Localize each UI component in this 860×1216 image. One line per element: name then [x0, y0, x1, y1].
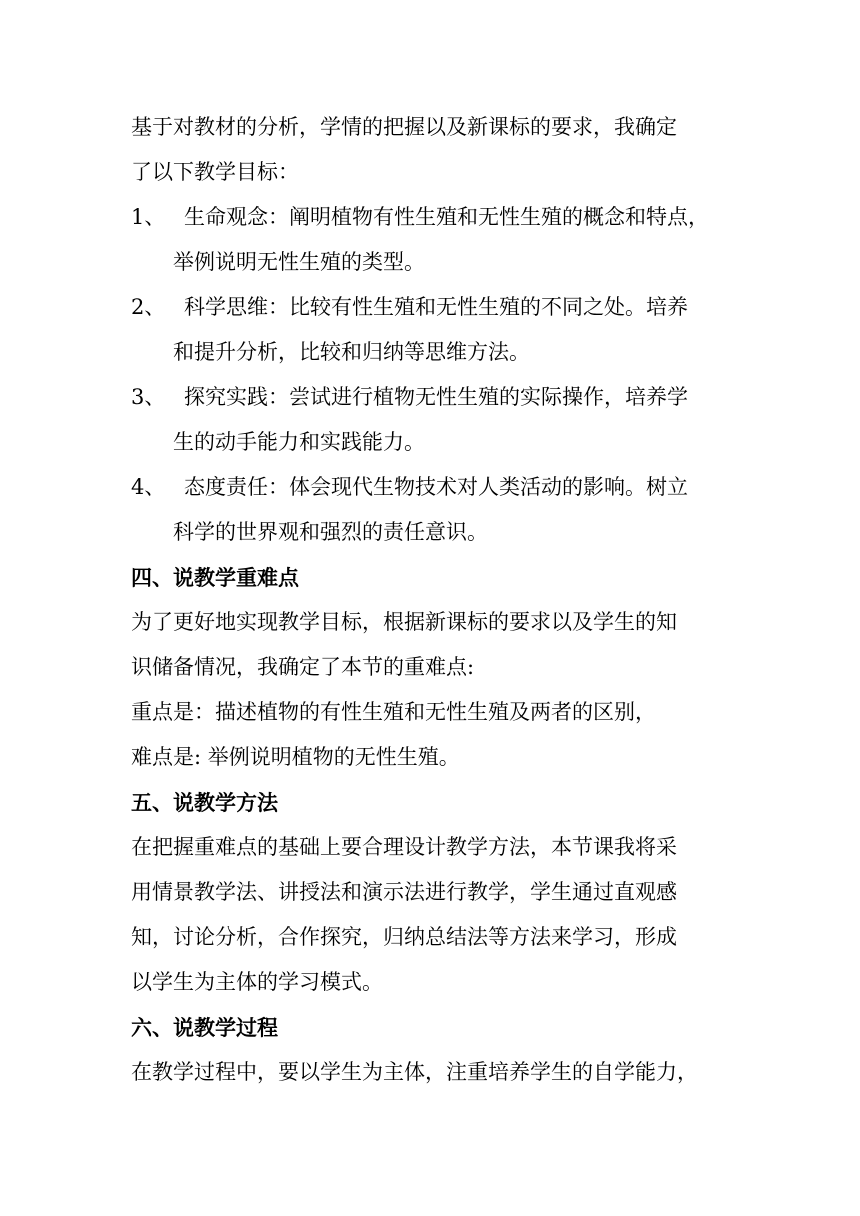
body-line: 在把握重难点的基础上要合理设计教学方法，本节课我将采 — [131, 835, 677, 859]
objective-number: 3、 — [131, 385, 166, 409]
intro-paragraph — [131, 105, 743, 195]
objective-item-3 — [131, 375, 743, 465]
objective-line: 态度责任：体会现代生物技术对人类活动的影响。树立 — [184, 475, 688, 499]
body-line: 用情景教学法、讲授法和演示法进行教学，学生通过直观感 — [131, 880, 677, 904]
intro-line-1: 基于对教材的分析，学情的把握以及新课标的要求，我确定 — [131, 115, 677, 139]
objective-number: 1、 — [131, 205, 166, 229]
body-line: 难点是: 举例说明植物的无性生殖。 — [131, 745, 460, 769]
body-line: 在教学过程中，要以学生为主体，注重培养学生的自学能力， — [131, 1060, 698, 1084]
body-line: 知，讨论分析，合作探究，归纳总结法等方法来学习，形成 — [131, 925, 677, 949]
objective-line: 科学的世界观和强烈的责任意识。 — [173, 520, 488, 544]
section-methods — [131, 780, 743, 1005]
section-heading: 五、说教学方法 — [131, 790, 278, 815]
objective-line: 生的动手能力和实践能力。 — [173, 430, 425, 454]
section-heading: 四、说教学重难点 — [131, 565, 299, 590]
objective-line: 生命观念：阐明植物有性生殖和无性生殖的概念和特点， — [184, 205, 709, 229]
objective-item-4 — [131, 465, 743, 555]
intro-line-2: 了以下教学目标： — [131, 160, 299, 184]
objective-item-2 — [131, 285, 743, 375]
objective-line: 和提升分析，比较和归纳等思维方法。 — [173, 340, 530, 364]
body-line: 重点是：描述植物的有性生殖和无性生殖及两者的区别， — [131, 700, 656, 724]
objectives-list — [131, 195, 743, 555]
document-page — [131, 105, 743, 1095]
objective-line: 探究实践：尝试进行植物无性生殖的实际操作，培养学 — [184, 385, 688, 409]
body-line: 为了更好地实现教学目标，根据新课标的要求以及学生的知 — [131, 610, 677, 634]
section-heading: 六、说教学过程 — [131, 1015, 278, 1040]
body-line: 识储备情况，我确定了本节的重难点: — [131, 655, 475, 679]
objective-line: 科学思维：比较有性生殖和无性生殖的不同之处。培养 — [184, 295, 688, 319]
objective-number: 2、 — [131, 295, 166, 319]
body-line: 以学生为主体的学习模式。 — [131, 970, 383, 994]
section-process — [131, 1005, 743, 1095]
section-key-points — [131, 555, 743, 780]
objective-line: 举例说明无性生殖的类型。 — [173, 250, 425, 274]
objective-number: 4、 — [131, 475, 166, 499]
objective-item-1 — [131, 195, 743, 285]
